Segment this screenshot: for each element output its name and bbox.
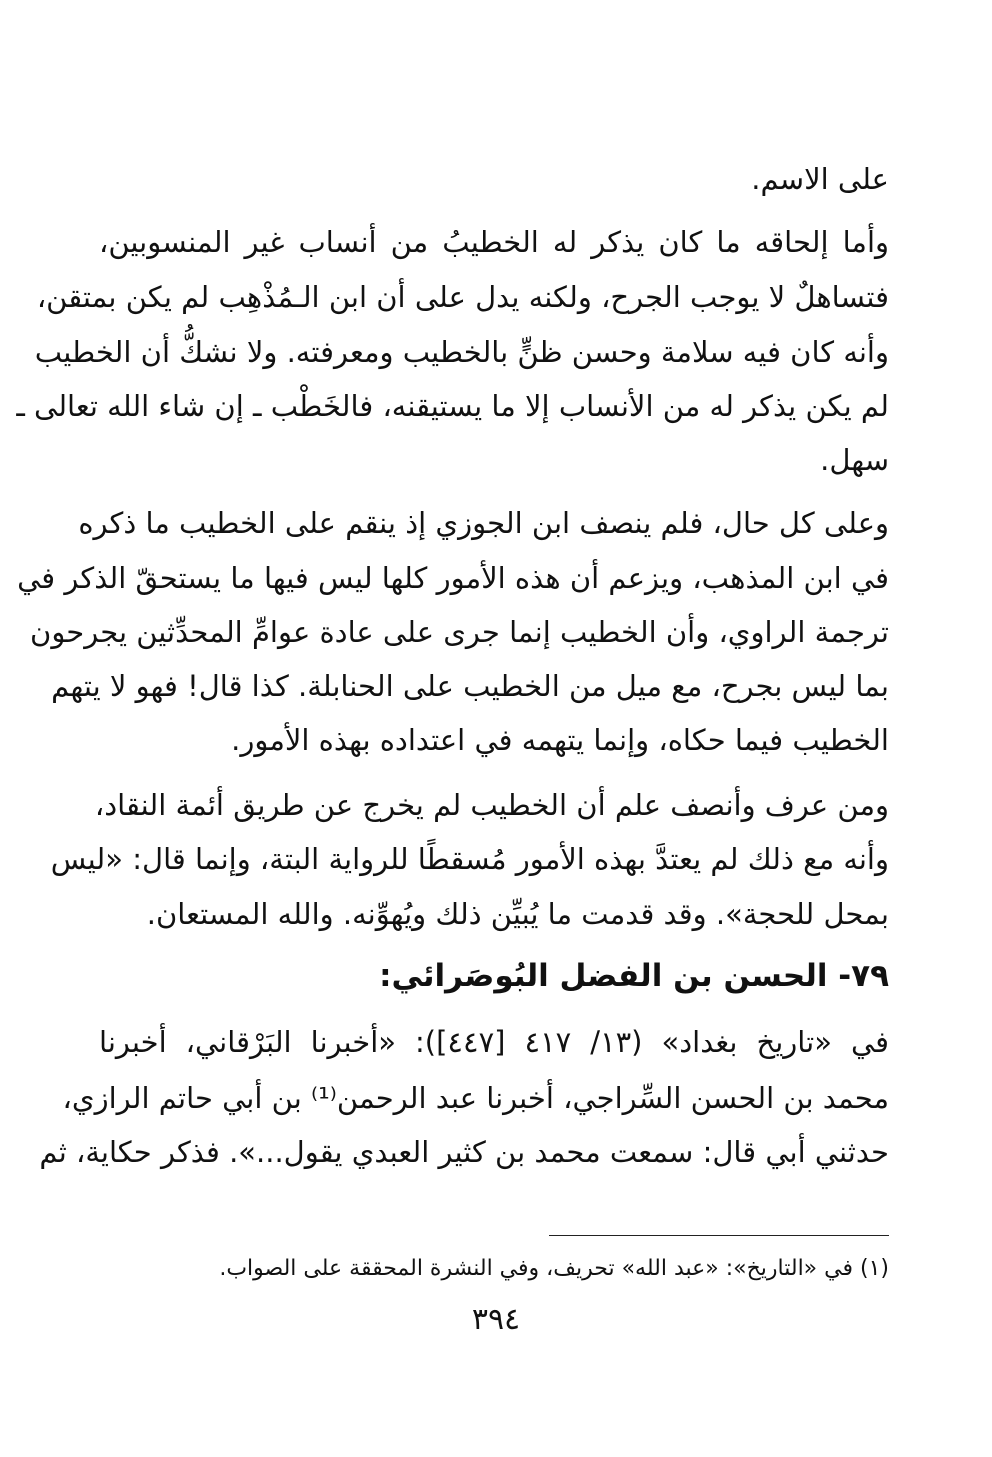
text-line: وأما إلحاقه ما كان يذكر له الخطيبُ من أنساب غير المنسوبين، [99, 225, 889, 259]
page-number: ٣٩٤ [471, 1302, 521, 1337]
text-line: حدثني أبي قال: سمعت محمد بن كثير العبدي يقول...». فذكر حكاية، ثم [39, 1135, 889, 1169]
text-line: فتساهلٌ لا يوجب الجرح، ولكنه يدل على أن ابن الـمُذْهِب لم يكن بمتقن، [36, 280, 889, 314]
text-line: ومن عرف وأنصف علم أن الخطيب لم يخرج عن طريق أئمة النقاد، [94, 788, 889, 822]
text-line: بمحل للحجة». وقد قدمت ما يُبيِّن ذلك ويُهوِّنه. والله المستعان. [146, 897, 889, 931]
footnote-divider [549, 1235, 889, 1236]
footnote: (١) في «التاريخ»: «عبد الله» تحريف، وفي النشرة المحققة على الصواب. [219, 1256, 889, 1281]
text-line: محمد بن الحسن السِّراجي، أخبرنا عبد الرحمن⁽¹⁾ بن أبي حاتم الرازي، [62, 1081, 889, 1115]
text-line: على الاسم. [751, 162, 889, 196]
text-line: بما ليس بجرح، مع ميل من الخطيب على الحنابلة. كذا قال! فهو لا يتهم [51, 669, 889, 703]
text-line: ترجمة الراوي، وأن الخطيب إنما جرى على عادة عوامِّ المحدِّثين يجرحون [30, 615, 889, 649]
text-line: الخطيب فيما حكاه، وإنما يتهمه في اعتداده بهذه الأمور. [231, 723, 889, 757]
text-line: لم يكن يذكر له من الأنساب إلا ما يستيقنه، فالخَطْب ـ إن شاء الله تعالى ـ [16, 389, 889, 423]
text-line: في ابن المذهب، ويزعم أن هذه الأمور كلها ليس فيها ما يستحقّ الذكر في [17, 561, 889, 595]
text-line: سهل. [820, 443, 889, 477]
text-line: وأنه مع ذلك لم يعتدَّ بهذه الأمور مُسقطًا للرواية البتة، وإنما قال: «ليس [50, 842, 889, 876]
entry-heading: ٧٩- الحسن بن الفضل البُوصَرائي: [379, 958, 889, 994]
text-line: وعلى كل حال، فلم ينصف ابن الجوزي إذ ينقم على الخطيب ما ذكره [78, 506, 889, 540]
text-line: وأنه كان فيه سلامة وحسن ظنٍّ بالخطيب ومعرفته. ولا نشكُّ أن الخطيب [34, 335, 889, 369]
text-line: في «تاريخ بغداد» (١٣/ ٤١٧ [٤٤٧]): «أخبرنا البَرْقاني، أخبرنا [99, 1025, 889, 1059]
